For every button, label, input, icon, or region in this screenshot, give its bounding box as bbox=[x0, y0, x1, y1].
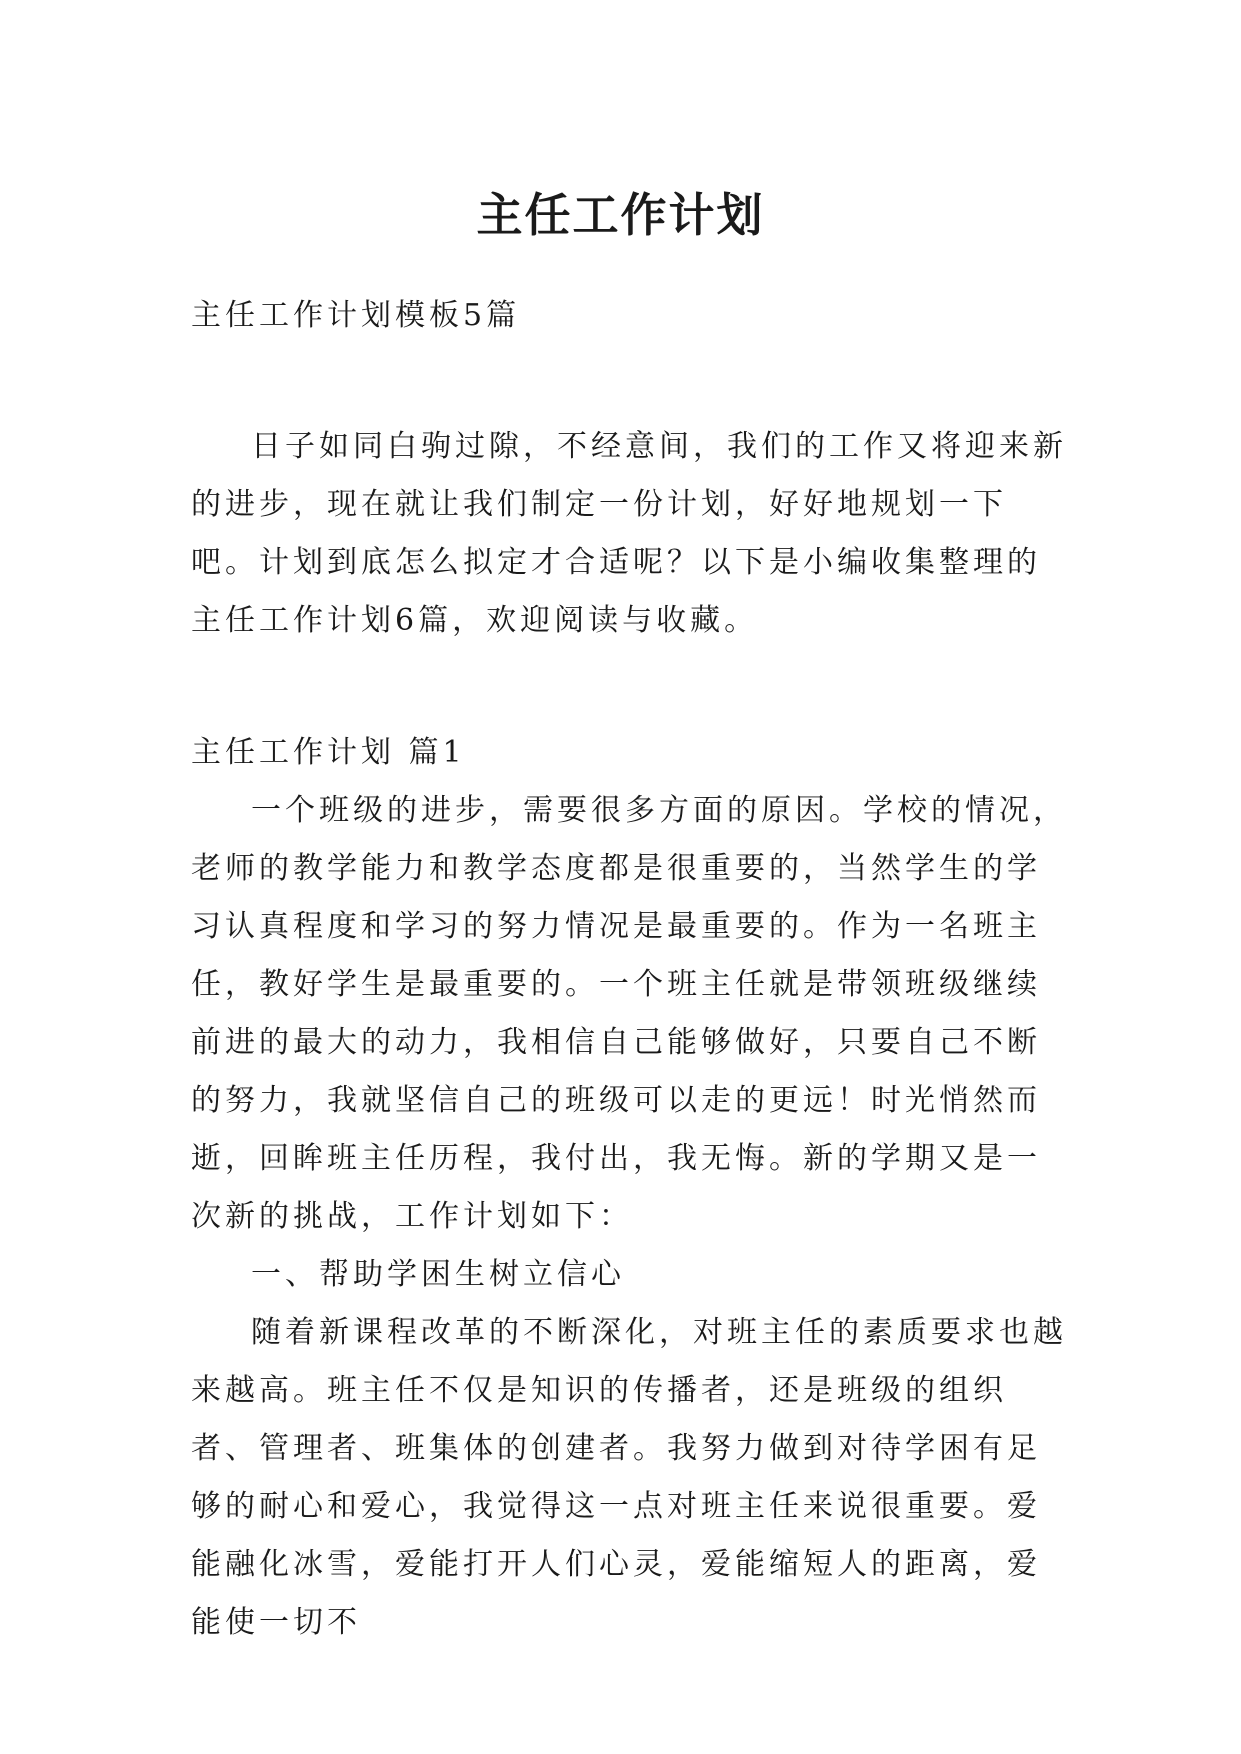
document-body bbox=[191, 287, 1071, 1652]
point-heading: 一、帮助学困生树立信心 bbox=[251, 1257, 625, 1292]
document-title: 主任工作计划 bbox=[476, 187, 765, 242]
intro-paragraph: 日子如同白驹过隙，不经意间，我们的工作又将迎来新的进步，现在就让我们制定一份计划，好好地规划一下吧。计划到底怎么拟定才合适呢？以下是小编收集整理的主任工作计划6篇，欢迎阅读与收藏。 bbox=[191, 429, 1067, 638]
section-paragraph: 一个班级的进步，需要很多方面的原因。学校的情况，老师的教学能力和教学态度都是很重要的，当然学生的学习认真程度和学习的努力情况是最重要的。作为一名班主任，教好学生是最重要的。一个班主任就是带领班级继续前进的最大的动力，我相信自己能够做好，只要自己不断的努力，我就坚信自己的班级可以走的更远！时光悄然而逝，回眸班主任历程，我付出，我无悔。新的学期又是一次新的挑战，工作计划如下： bbox=[191, 793, 1067, 1234]
document-subtitle: 主任工作计划模板5篇 bbox=[191, 298, 521, 333]
point-paragraph: 随着新课程改革的不断深化，对班主任的素质要求也越来越高。班主任不仅是知识的传播者，还是班级的组织者、管理者、班集体的创建者。我努力做到对待学困有足够的耐心和爱心，我觉得这一点对班主任来说很重要。爱能融化冰雪，爱能打开人们心灵，爱能缩短人的距离，爱能使一切不 bbox=[191, 1315, 1067, 1640]
section-heading: 主任工作计划 篇1 bbox=[191, 735, 466, 770]
